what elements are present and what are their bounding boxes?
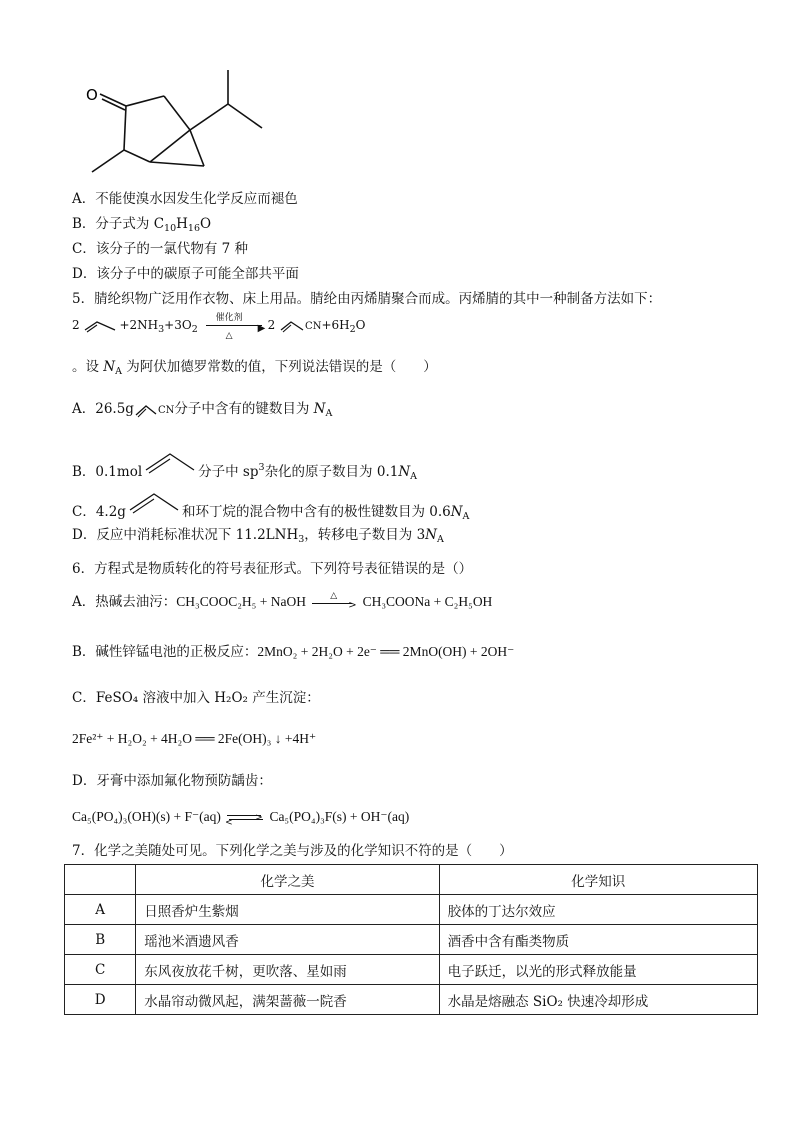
q5-option-c[interactable]: C．4.2g 和环丁烷的混合物中含有的极性键数目为 $0.6N_A$ (72, 488, 469, 526)
q5-stem: 5．腈纶织物广泛用作衣物、床上用品。腈纶由丙烯腈聚合而成。丙烯腈的其中一种制备方法如下： (72, 291, 662, 307)
table-row[interactable]: B 瑶池米酒遗风香 酒香中含有酯类物质 (65, 925, 758, 955)
acrylonitrile-icon (134, 402, 158, 418)
q5-stem2: 。设 $N_A$ 为阿伏加德罗常数的值，下列说法错误的是（ ） (72, 359, 437, 377)
catalyst-arrow: 催化剂 ▶ △ (202, 317, 268, 335)
acrylonitrile-icon (279, 318, 305, 334)
q6-option-c-label: C．FeSO₄ 溶液中加入 H₂O₂ 产生沉淀： (72, 690, 320, 706)
propene-icon (126, 488, 182, 518)
molecule-structure-diagram (80, 62, 280, 182)
q7-table (64, 864, 758, 1015)
q6-option-d-label: D．牙膏中添加氟化物预防龋齿： (72, 773, 272, 789)
equilibrium-arrow: > < (225, 812, 263, 828)
table-row[interactable]: C 东风夜放花千树，更吹落、星如雨 电子跃迁，以光的形式释放能量 (65, 955, 758, 985)
table-row[interactable]: D 水晶帘动微风起，满架蔷薇一院香 水晶是熔融态 SiO₂ 快速冷却形成 (65, 985, 758, 1015)
q5-reaction: $2 +2NH_3+3O_2$ 催化剂 ▶ △ 2 $CN+6H_2O$ (72, 312, 366, 341)
q6-option-b[interactable]: B．碱性锌锰电池的正极反应：2MnO₂ + 2H₂O + 2e⁻ ══ 2MnO(OH) + 2OH⁻ (72, 644, 515, 660)
q4-option-a[interactable]: A．不能使溴水因发生化学反应而褪色 (72, 191, 298, 207)
q6-stem: 6．方程式是物质转化的符号表征形式。下列符号表征错误的是（） (72, 561, 473, 577)
heat-arrow: △ > (310, 594, 358, 612)
q5-option-a[interactable]: A．26.5g CN分子中含有的键数目为 $N_A$ (72, 401, 333, 419)
q5-option-d[interactable]: D．反应中消耗标准状况下 $11.2LNH_3$，转移电子数目为 $3N_A$ (72, 527, 444, 545)
q6-option-a[interactable]: A．热碱去油污：CH₃COOC₂H₅ + NaOH △ > CH₃COONa + C₂H₅OH (72, 590, 493, 611)
q4-option-c[interactable]: C．该分子的一氯代物有 7 种 (72, 241, 249, 257)
propene-icon (142, 448, 198, 478)
propene-icon (83, 318, 119, 334)
table-row[interactable]: A 日照香炉生紫烟 胶体的丁达尔效应 (65, 895, 758, 925)
q5-option-b[interactable]: B．0.1mol 分子中 $sp^3$杂化的原子数目为 $0.1N_A$ (72, 448, 417, 486)
table-header-row: 化学之美 化学知识 (65, 865, 758, 895)
q4-option-b[interactable]: B．分子式为 $C_{10}H_{16}O$ (72, 216, 212, 234)
q6-option-d-equation[interactable]: Ca₅(PO₄)₃(OH)(s) + F⁻(aq) > < Ca₅(PO₄)₃F(s) + OH⁻(aq) (72, 809, 410, 828)
q6-option-c-equation[interactable]: 2Fe²⁺ + H₂O₂ + 4H₂O ══ 2Fe(OH)₃ ↓ +4H⁺ (72, 731, 317, 746)
oxygen-label: O (86, 86, 98, 104)
q7-stem: 7．化学之美随处可见。下列化学之美与涉及的化学知识不符的是（ ） (72, 843, 513, 859)
q4-option-d[interactable]: D．该分子中的碳原子可能全部共平面 (72, 266, 299, 282)
